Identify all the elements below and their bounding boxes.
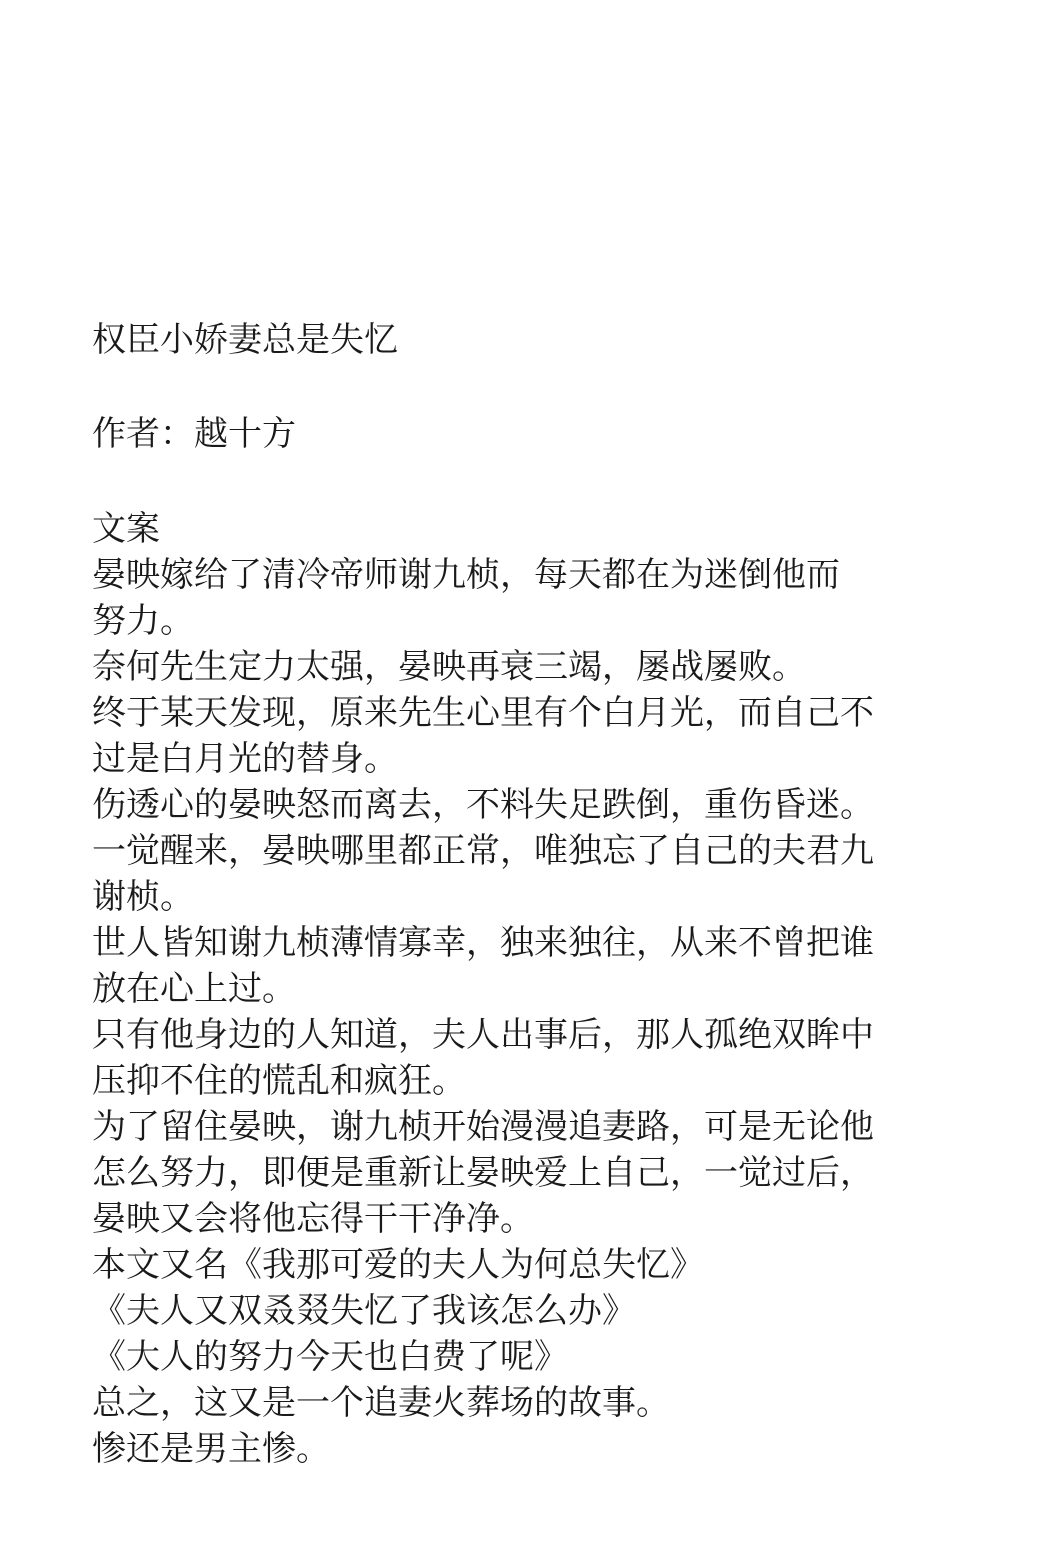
synopsis-heading: 文案 [92, 509, 160, 549]
synopsis-line: 晏映又会将他忘得干干净净。 [92, 1199, 534, 1239]
synopsis-line: 为了留住晏映，谢九桢开始漫漫追妻路，可是无论他 [92, 1107, 874, 1147]
book-title: 权臣小娇妻总是失忆 [92, 320, 398, 360]
synopsis-line: 伤透心的晏映怒而离去，不料失足跌倒，重伤昏迷。 [92, 785, 874, 825]
synopsis-line: 《夫人又双叒叕失忆了我该怎么办》 [92, 1291, 636, 1331]
synopsis-line: 世人皆知谢九桢薄情寡幸，独来独往，从来不曾把谁 [92, 923, 874, 963]
synopsis-line: 一觉醒来，晏映哪里都正常，唯独忘了自己的夫君九 [92, 831, 874, 871]
synopsis-line: 终于某天发现，原来先生心里有个白月光，而自己不 [92, 693, 874, 733]
synopsis-line: 晏映嫁给了清冷帝师谢九桢，每天都在为迷倒他而 [92, 555, 840, 595]
synopsis-line: 努力。 [92, 601, 194, 641]
synopsis-line: 《大人的努力今天也白费了呢》 [92, 1337, 568, 1377]
synopsis-body [92, 552, 992, 1472]
synopsis-line: 总之，这又是一个追妻火葬场的故事。 [92, 1383, 670, 1423]
synopsis-line: 怎么努力，即便是重新让晏映爱上自己，一觉过后， [92, 1153, 874, 1193]
synopsis-line: 只有他身边的人知道，夫人出事后，那人孤绝双眸中 [92, 1015, 874, 1055]
synopsis-line: 奈何先生定力太强，晏映再衰三竭，屡战屡败。 [92, 647, 806, 687]
author-line: 作者：越十方 [92, 414, 296, 454]
document-page [92, 318, 992, 1472]
synopsis-line: 惨还是男主惨。 [92, 1429, 330, 1469]
synopsis-line: 压抑不住的慌乱和疯狂。 [92, 1061, 466, 1101]
synopsis-line: 放在心上过。 [92, 969, 296, 1009]
synopsis-line: 本文又名《我那可爱的夫人为何总失忆》 [92, 1245, 704, 1285]
synopsis-line: 谢桢。 [92, 877, 194, 917]
synopsis-line: 过是白月光的替身。 [92, 739, 398, 779]
